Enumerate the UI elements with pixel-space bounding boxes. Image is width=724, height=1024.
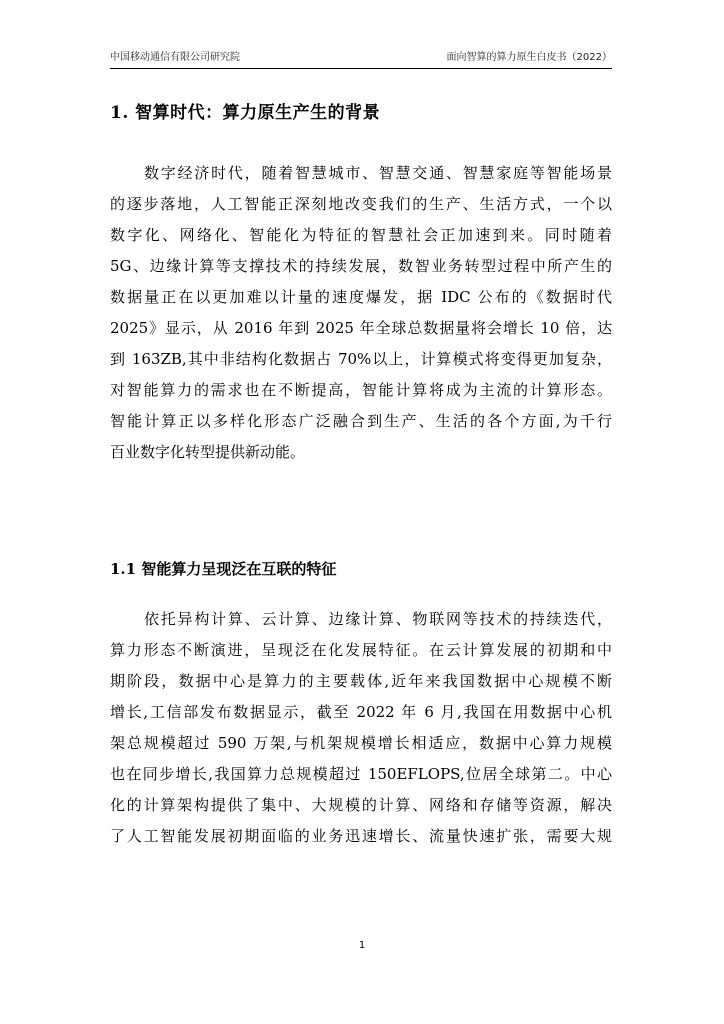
paragraph-line: 也在同步增长,我国算力总规模超过 150EFLOPS,位居全球第二。中心 [110, 765, 612, 783]
paragraph-line: 增长,工信部发布数据显示，截至 2022 年 6 月,我国在用数据中心机 [110, 703, 612, 721]
paragraph-line: 的逐步落地，人工智能正深刻地改变我们的生产、生活方式，一个以 [110, 195, 612, 213]
paragraph-line: 2025》显示，从 2016 年到 2025 年全球总数据量将会增长 10 倍，达 [110, 319, 612, 337]
paragraph-line: 5G、边缘计算等支撑技术的持续发展，数智业务转型过程中所产生的 [110, 257, 612, 275]
page-header [110, 50, 612, 69]
paragraph-line: 数字化、网络化、智能化为特征的智慧社会正加速到来。同时随着 [110, 226, 612, 244]
paragraph-line: 智能计算正以多样化形态广泛融合到生产、生活的各个方面,为千行 [110, 412, 612, 430]
paragraph-line: 数据量正在以更加难以计量的速度爆发，据 IDC 公布的《数据时代 [110, 288, 612, 306]
section-1-1-paragraph [110, 604, 612, 852]
paragraph-line: 架总规模超过 590 万架,与机架规模增长相适应，数据中心算力规模 [110, 734, 612, 752]
paragraph-line: 算力形态不断演进，呈现泛在化发展特征。在云计算发展的初期和中 [110, 641, 612, 659]
paragraph-line: 化的计算架构提供了集中、大规模的计算、网络和存储等资源，解决 [110, 796, 612, 814]
paragraph-line: 了人工智能发展初期面临的业务迅速增长、流量快速扩张，需要大规 [110, 827, 612, 845]
paragraph-line: 期阶段，数据中心是算力的主要载体,近年来我国数据中心规模不断 [110, 672, 612, 690]
page-number: 1 [358, 940, 366, 951]
header-organization: 中国移动通信有限公司研究院 [110, 52, 240, 63]
header-document-title: 面向智算的算力原生白皮书（2022） [446, 52, 612, 63]
section-1-paragraph [110, 158, 612, 468]
paragraph-line: 百业数字化转型提供新动能。 [110, 443, 306, 461]
paragraph-line: 数字经济时代，随着智慧城市、智慧交通、智慧家庭等智能场景 [144, 164, 612, 182]
section-1-1-heading: 1.1 智能算力呈现泛在互联的特征 [110, 560, 337, 578]
paragraph-line: 对智能算力的需求也在不断提高，智能计算将成为主流的计算形态。 [110, 381, 612, 399]
section-1-heading: 1. 智算时代：算力原生产生的背景 [110, 103, 381, 123]
paragraph-line: 到 163ZB,其中非结构化数据占 70%以上，计算模式将变得更加复杂， [110, 350, 612, 368]
paragraph-line: 依托异构计算、云计算、边缘计算、物联网等技术的持续迭代， [144, 610, 612, 628]
